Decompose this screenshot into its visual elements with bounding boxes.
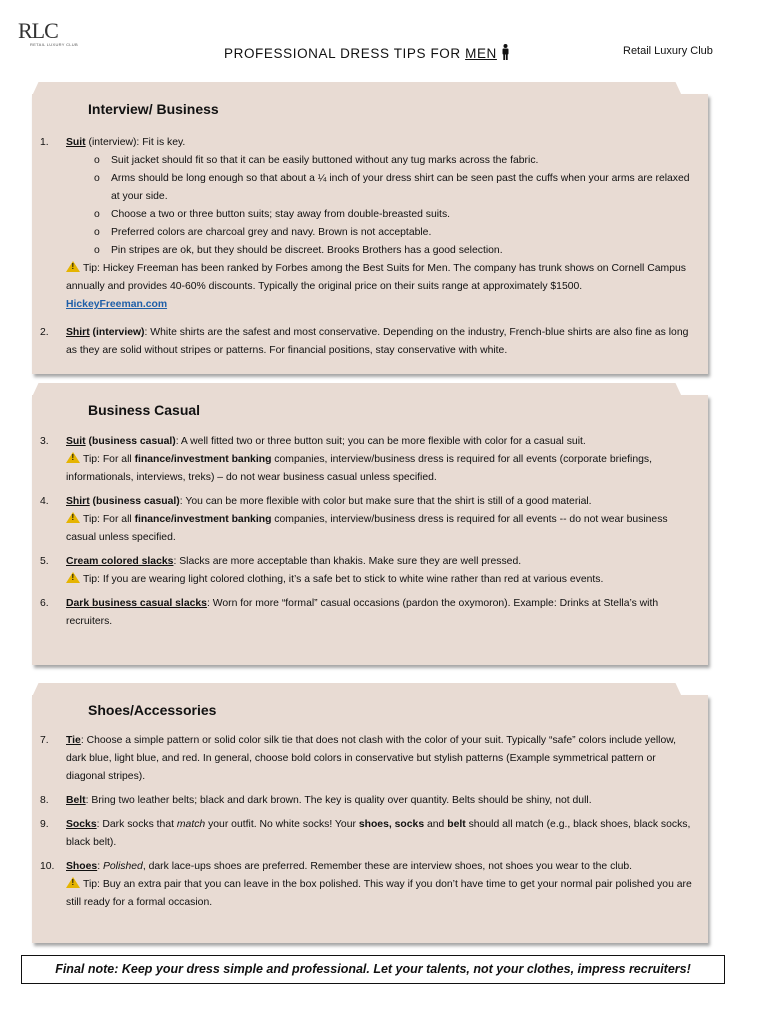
warning-icon [66,512,80,523]
list-item: 4. Shirt (business casual): You can be more flexible with color but make sure that the shirt is still of a good material. !Tip: For all finance/investment banking companies, interview/business dress is required for all events -- do not wear business casual unless specified. [40,493,696,547]
folder-interview-business [32,94,708,374]
bullet-item: o Preferred colors are charcoal grey and navy. Brown is not acceptable. [94,227,432,238]
page-title [224,44,510,61]
rlc-logo [18,20,88,60]
folder-business-casual [32,395,708,665]
list-item: 7. Tie: Choose a simple pattern or solid color silk tie that does not clash with the color of your suit. Typically “safe” colors include yellow, dark blue, light blue, and red. In general, choose bold colors in conservative but stylish patterns (Example symmetrical pattern or diagonal stripes). [40,735,677,782]
bullet-item: o Suit jacket should fit so that it can be easily buttoned without any tug marks across the fabric. [94,155,539,166]
logo-tagline: RETAIL LUXURY CLUB [30,42,78,47]
bullet-item: o Choose a two or three button suits; stay away from double-breasted suits. [94,209,451,220]
bullet-item: o Arms should be long enough so that about a ¼ inch of your dress shirt can be seen past the cuffs when your arms are relaxed at your side. [94,173,690,202]
list-item: 10. Shoes: Polished, dark lace-ups shoes are preferred. Remember these are interview shoes, not shoes you wear to the club. !Tip: Buy an extra pair that you can leave in the box polished. This way if you don’t have time to get your normal pair polished you are still ready for a formal occasion. [40,858,696,912]
logo-monogram: RLC [18,18,58,43]
folder-shoes-accessories [32,695,708,943]
title-prefix: PROFESSIONAL DRESS TIPS FOR [224,46,461,61]
list-item: 9. Socks: Dark socks that match your outfit. No white socks! Your shoes, socks and belt should all match (e.g., black shoes, black socks, black belt). [40,819,691,848]
bullet-item: o Pin stripes are ok, but they should be discreet. Brooks Brothers has a good selection. [94,245,503,256]
list-item: 2. Shirt (interview): White shirts are the safest and most conservative. Depending on the industry, French-blue shirts are also fine as long as they are solid without stripes or patterns. For financial positions, stay conservative with white. [40,327,689,356]
man-figure-icon [501,44,510,60]
hickey-freeman-link[interactable]: HickeyFreeman.com [66,299,168,310]
section-title: Interview/ Business [88,101,219,117]
section-title: Business Casual [88,402,201,418]
warning-icon [66,261,80,272]
list-item: 1. Suit (interview): Fit is key. o Suit jacket should fit so that it can be easily buttoned without any tug marks across the fabric. o Arms should be long enough so that about a ¼ inch of your dress shirt can be seen past the cuffs when your arms are relaxed at your side. o Choose a two or three button suits; stay away from double-breasted suits. o Preferred colors are charcoal grey and navy. Brown is not acceptable. o Pin stripes are ok, but they should be discreet. Brooks Brothers has a good selection. !Tip: Hickey Freeman has been ranked by Forbes among the Best Suits for Men. The company has trunk shows on Cornell Campus annually and provides 40-60% discounts. Typically the original price on their suits range at approximately $1500. HickeyFreeman.com [40,134,696,314]
warning-icon [66,877,80,888]
list-item: 5. Cream colored slacks: Slacks are more acceptable than khakis. Make sure they are well pressed. !Tip: If you are wearing light colored clothing, it’s a safe bet to stick to white wine rather than red at various events. [40,553,696,589]
warning-icon [66,452,80,463]
list-item: 6. Dark business casual slacks: Worn for more “formal” casual occasions (pardon the oxymoron). Example: Drinks at Stella’s with recruiters. [40,598,659,627]
title-men: MEN [465,46,497,61]
warning-icon [66,572,80,583]
tip: !Tip: Hickey Freeman has been ranked by Forbes among the Best Suits for Men. The company has trunk shows on Cornell Campus annually and provides 40-60% discounts. Typically the original price on their suits range at approximately $1500. HickeyFreeman.com [66,260,696,314]
list-item: 3. Suit (business casual): A well fitted two or three button suit; you can be more flexible with color for a casual suit. !Tip: For all finance/investment banking companies, interview/business dress is required for all events (corporate briefings, informationals, interviews, treks) – do not wear business casual unless specified. [40,433,696,487]
final-note: Final note: Keep your dress simple and professional. Let your talents, not your clothes, impress recruiters! [21,955,725,984]
section-title: Shoes/Accessories [88,702,217,718]
list-item: 8. Belt: Bring two leather belts; black and dark brown. The key is quality over quantity. Belts should be shiny, not dull. [40,795,592,806]
org-name: Retail Luxury Club [623,45,713,57]
